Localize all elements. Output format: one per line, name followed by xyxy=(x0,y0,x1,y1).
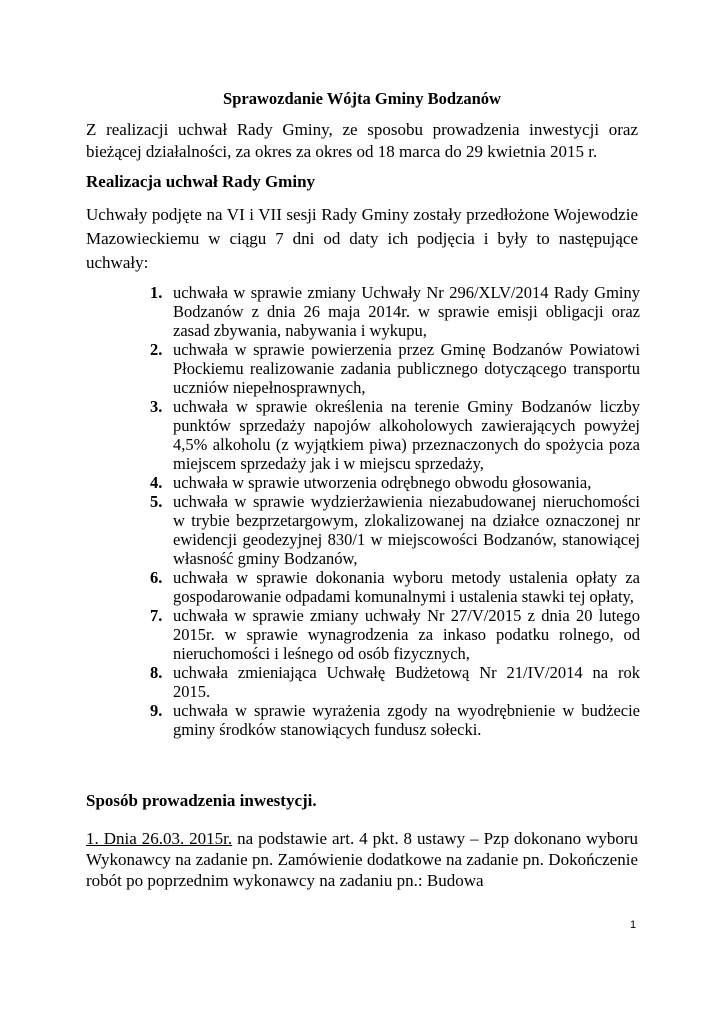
list-item-number: 5. xyxy=(150,492,163,511)
list-item xyxy=(150,663,640,701)
resolutions-intro-paragraph: Uchwały podjęte na VI i VII sesji Rady Gminy zostały przedłożone Wojewodzie Mazowieckiemu w ciągu 7 dni od daty ich podjęcia i były to następujące uchwały: xyxy=(86,205,638,272)
list-item-number: 8. xyxy=(150,663,163,682)
list-item xyxy=(150,606,640,663)
list-item-text: uchwała zmieniająca Uchwałę Budżetową Nr 21/IV/2014 na rok 2015. xyxy=(173,663,640,701)
list-item-number: 6. xyxy=(150,568,163,587)
list-item xyxy=(150,397,640,473)
list-item-number: 1. xyxy=(150,283,163,302)
list-item-number: 4. xyxy=(150,473,163,492)
list-item xyxy=(150,283,640,340)
intro-paragraph: Z realizacji uchwał Rady Gminy, ze sposobu prowadzenia inwestycji oraz bieżącej działalności, za okres za okres od 18 marca do 29 kwietnia 2015 r. xyxy=(86,120,638,161)
investment-paragraph xyxy=(86,828,638,891)
section-heading-investments: Sposób prowadzenia inwestycji. xyxy=(86,791,317,810)
list-item-number: 2. xyxy=(150,340,163,359)
list-item-text: uchwała w sprawie dokonania wyboru metody ustalenia opłaty za gospodarowanie odpadami komunalnymi i ustalenia stawki tej opłaty, xyxy=(173,568,640,606)
list-item-text: uchwała w sprawie zmiany uchwały Nr 27/V/2015 z dnia 20 lutego 2015r. w sprawie wynagrodzenia za inkaso podatku rolnego, od nieruchomości i leśnego od osób fizycznych, xyxy=(173,606,640,663)
resolutions-list xyxy=(150,283,640,739)
list-item-number: 7. xyxy=(150,606,163,625)
document-title: Sprawozdanie Wójta Gminy Bodzanów xyxy=(223,89,501,108)
list-item-number: 3. xyxy=(150,397,163,416)
list-item-text: uchwała w sprawie powierzenia przez Gminę Bodzanów Powiatowi Płockiemu realizowanie zadania publicznego dotyczącego transportu uczniów niepełnosprawnych, xyxy=(173,340,640,397)
list-item xyxy=(150,340,640,397)
page-number: 1 xyxy=(630,919,637,931)
investment-date: 1. Dnia 26.03. 2015r. xyxy=(86,829,233,848)
list-item-text: uchwała w sprawie określenia na terenie Gminy Bodzanów liczby punktów sprzedaży napojów alkoholowych zawierających powyżej 4,5% alkoholu (z wyjątkiem piwa) przeznaczonych do spożycia poza miejscem sprzedaży jak i w miejscu sprzedaży, xyxy=(173,397,640,473)
list-item-text: uchwała w sprawie wydzierżawienia niezabudowanej nieruchomości w trybie bezprzetargowym, zlokalizowanej na działce oznaczonej nr ewidencji geodezyjnej 830/1 w miejscowości Bodzanów, stanowiącej własność gminy Bodzanów, xyxy=(173,492,640,568)
list-item xyxy=(150,701,640,739)
list-item-text: uchwała w sprawie zmiany Uchwały Nr 296/XLV/2014 Rady Gminy Bodzanów z dnia 26 maja 2014r. w sprawie emisji obligacji oraz zasad zbywania, nabywania i wykupu, xyxy=(173,283,640,340)
list-item xyxy=(150,568,640,606)
list-item xyxy=(150,473,640,492)
list-item-text: uchwała w sprawie wyrażenia zgody na wyodrębnienie w budżecie gminy środków stanowiących fundusz sołecki. xyxy=(173,701,640,739)
list-item-number: 9. xyxy=(150,701,163,720)
section-heading-resolutions: Realizacja uchwał Rady Gminy xyxy=(86,172,316,191)
list-item-text: uchwała w sprawie utworzenia odrębnego obwodu głosowania, xyxy=(173,473,592,492)
investment-text: na podstawie art. 4 pkt. 8 ustawy – Pzp dokonano wyboru Wykonawcy na zadanie pn. Zamówienie dodatkowe na zadanie pn. Dokończenie robót po poprzednim wykonawcy na zadaniu pn.: Budowa xyxy=(86,829,638,890)
list-item xyxy=(150,492,640,568)
